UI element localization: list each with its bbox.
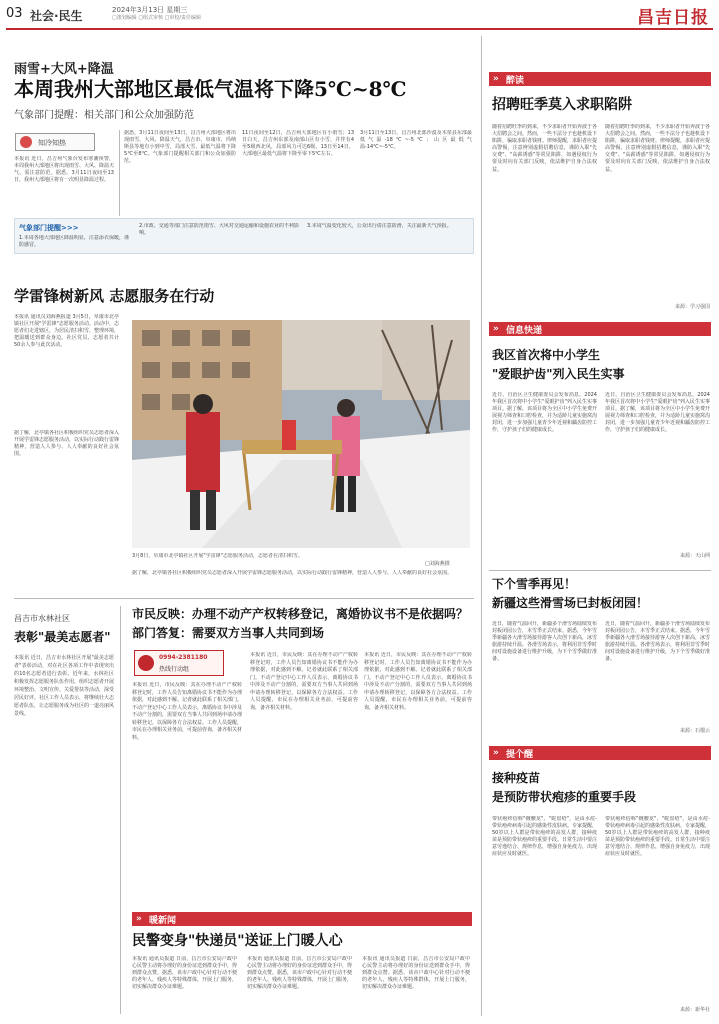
tip-box — [14, 218, 474, 254]
info-section-bar — [489, 322, 711, 336]
remind-section-label: 提个醒 — [506, 750, 534, 760]
volunteer-body: 本报讯 通讯员刘海燕报道 3月5日，阜康市北亭镇社区开展"学雷锋"志愿服务活动。活动中，志愿者们走进辖区，为居民清扫积雪、整理环境，把温暖送到群众身边。社区党员、志愿者共计50余人参与此次活动。 — [14, 314, 119, 349]
lead-body-col2: 11日夜间至12日，昌吉州大部地区有小雨雪；13日白天，昌吉州东部及南部山区有小雪，并伴有4至5级西北风，局部风力可达6级。13日至14日，大部地区最低气温将下降至零下5℃左右。 — [242, 130, 354, 158]
snow-headline: 下个雪季再见！ — [492, 577, 577, 591]
warm-headline: 民警变身"快递员"送证上门暖人心 — [132, 933, 343, 949]
hotline-label: 热线行动组 — [159, 666, 190, 673]
community-place: 昌吉市水林社区 — [14, 614, 70, 623]
tip-text-1: 1.本周各地大部地区降温明显，注意添衣保暖，谨防感冒。 — [19, 235, 129, 249]
lead-body-col3: 3月11日至13日，昌吉州北部沙漠及木垒县东部最低气温-18℃~-5℃；山区最低气温-14℃~-5℃。 — [360, 130, 472, 151]
law-source: 来源：天山网 — [679, 553, 710, 559]
warm-body-2: 本报讯 通讯员报道 日前，昌吉市公安局户政中心民警主动将办理好的身份证送到群众手中，得到群众点赞。据悉，该市户政中心针对行动不便的老年人、残疾人等特殊群体，开展上门服务，切实解决群众办证难题。 — [247, 956, 352, 991]
hotline-badge — [134, 650, 224, 676]
jobs-section-bar — [489, 72, 711, 86]
jobs-body-1: 随着招聘旺季的到来，不少求职者开始奔波于各大招聘会之间。然而，一些不法分子也趁机设下陷阱，骗取求职者钱财。律师提醒，求职者应提高警惕，注意辨别虚假招聘信息，谨防入职"先交费"、"高薪诱惑"等常见陷阱，如遇侵权行为要及时向有关部门反映，依法维护自身合法权益。 — [492, 124, 597, 173]
warm-body-3: 本报讯 通讯员报道 日前，昌吉市公安局户政中心民警主动将办理好的身份证送到群众手中，得到群众点赞。据悉，该市户政中心针对行动不便的老年人、残疾人等特殊群体，开展上门服务，切实解决群众办证难题。 — [362, 956, 470, 991]
jobs-source: 来源：学习强国 — [674, 304, 710, 310]
newspaper-logo: 昌吉日报 — [637, 8, 709, 28]
photo-credit: □刘海燕摄 — [425, 561, 450, 567]
lead-kicker: 雨雪+大风+降温 — [14, 62, 114, 77]
warm-section-label: 暖新闻 — [149, 916, 177, 926]
vaccine-body-1: 带状疱疹俗称"缠腰龙"、"蛇盘疮"，是由水痘-带状疱疹病毒引起的感染性皮肤病。专家提醒，50岁以上人群是带状疱疹的高发人群，接种疫苗是预防带状疱疹的重要手段。日常生活中要注意劳逸结合、规律作息，增强自身免疫力，出现症状应及时就医。 — [492, 816, 597, 858]
vaccine-body-2: 带状疱疹俗称"缠腰龙"、"蛇盘疮"，是由水痘-带状疱疹病毒引起的感染性皮肤病。专家提醒，50岁以上人群是带状疱疹的高发人群，接种疫苗是预防带状疱疹的重要手段。日常生活中要注意劳逸结合、规律作息，增强自身免疫力，出现症状应及时就医。 — [605, 816, 710, 858]
header-rule — [6, 28, 713, 30]
chevron-right-icon: » — [493, 748, 499, 758]
lead-subhead: 气象部门提醒：相关部门和公众加强防范 — [14, 110, 194, 121]
vaccine-headline-2: 是预防带状疱疹的重要手段 — [492, 790, 637, 804]
reporter-badge — [15, 133, 95, 151]
info-section-label: 信息快递 — [506, 326, 543, 336]
jobs-headline: 招聘旺季莫入求职陷阱 — [492, 97, 632, 113]
chevron-right-icon: » — [493, 324, 499, 334]
law-headline-2: "爱眼护齿"列入民生实事 — [492, 367, 625, 381]
hotline-headline: 市民反映：办理不动产产权转移登记，离婚协议书不是依据吗？ — [132, 607, 469, 621]
community-body: 本报讯 近日，昌吉市水林社区开展"最美志愿者"表彰活动，对在社区各项工作中表现突出的10名志愿者进行表彰。近年来，水林社区积极发挥志愿服务队伍作用，组织志愿者开展环境整治、文明宣传、关爱帮扶等活动，深受居民好评。社区工作人员表示，将继续壮大志愿者队伍，让志愿服务成为社区的一道亮丽风景线。 — [14, 655, 114, 717]
jobs-body-2: 随着招聘旺季的到来，不少求职者开始奔波于各大招聘会之间。然而，一些不法分子也趁机设下陷阱，骗取求职者钱财。律师提醒，求职者应提高警惕，注意辨别虚假招聘信息，谨防入职"先交费"、"高薪诱惑"等常见陷阱，如遇侵权行为要及时向有关部门反映，依法维护自身合法权益。 — [605, 124, 710, 173]
section-name: 社会·民生 — [30, 9, 83, 23]
tip-label: 气象部门提醒>>> — [19, 224, 79, 232]
hotline-body-1: 本报讯 近日，市民反映：其在办理不动产产权转移登记时，工作人员告知离婚协议书不能作为办理依据，对此感到不解。记者就此联系了相关部门。不动产登记中心工作人员表示，离婚协议书中涉及不动产分割的，需要双方当事人共同到场申请办理转移登记，以保障各方合法权益。工作人员提醒，市民在办理相关业务前，可提前咨询，备齐相关材料。 — [132, 682, 242, 741]
law-body-2: 近日，自治区卫生健康委员会发布消息，2024年我区首次将中小学生"爱眼护齿"列入民生实事项目。据了解，该项目将为全区中小学生免费开展视力筛查和口腔检查，并为适龄儿童实施窝沟封闭，进一步加强儿童青少年近视和龋齿防控工作，守护孩子们的健康成长。 — [605, 392, 710, 434]
lead-body-col1: 据悉，3月11日夜间至13日，昌吉州大部地区将出现雨雪、大风、降温天气，昌吉市、阜康市、玛纳斯县等地有小到中雪，局部大雪，最低气温将下降5℃至8℃。气象部门提醒相关部门和公众加强防范。 — [124, 130, 236, 165]
reporter-label: 知冷知热 — [38, 139, 66, 147]
volunteer-headline: 学雷锋树新风 志愿服务在行动 — [14, 287, 215, 305]
tip-text-2: 2.市政、交通等部门注意防范雨雪、大风对交通运输和设施农业的不利影响。 — [139, 223, 299, 237]
thermometer-icon — [20, 136, 32, 148]
col-divider — [119, 130, 120, 216]
jobs-section-label: 醉读 — [506, 76, 525, 86]
hotline-number: 0994-2381180 — [159, 654, 208, 661]
warm-body-1: 本报讯 通讯员报道 日前，昌吉市公安局户政中心民警主动将办理好的身份证送到群众手中，得到群众点赞。据悉，该市户政中心针对行动不便的老年人、残疾人等特殊群体，开展上门服务，切实解决群众办证难题。 — [132, 956, 237, 991]
col-divider — [120, 606, 121, 1014]
volunteer-body-2: 据了解，北亭镇各社区积极组织党员志愿者深入开展学雷锋志愿服务活动，以实际行动践行雷锋精神，营造人人参与、人人奉献的良好社会氛围。 — [14, 430, 119, 458]
vaccine-source: 来源：新华社 — [679, 1007, 710, 1013]
community-headline: 表彰"最美志愿者" — [14, 630, 111, 644]
chevron-right-icon: » — [136, 914, 142, 924]
lead-body-left: 本报讯 近日，昌吉州气象台发布寒潮预警，本周我州大部地区将出现雨雪、大风、降温天气，需注意防范。据悉，3月11日夜间至13日，我州大部地区将有一次明显降温过程。 — [14, 156, 114, 184]
law-body-1: 近日，自治区卫生健康委员会发布消息，2024年我区首次将中小学生"爱眼护齿"列入民生实事项目。据了解，该项目将为全区中小学生免费开展视力筛查和口腔检查，并为适龄儿童实施窝沟封闭，进一步加强儿童青少年近视和龋齿防控工作，守护孩子们的健康成长。 — [492, 392, 597, 434]
right-col-divider — [481, 36, 482, 1016]
section-divider — [14, 598, 474, 599]
date-line: 2024年3月13日 星期三 — [112, 6, 188, 14]
volunteer-photo — [132, 320, 470, 548]
tip-text-3: 3.本周气温变化较大，公众出行请注意防滑，关注最新天气预报。 — [307, 223, 452, 229]
phone-icon — [138, 655, 154, 671]
volunteer-body-cont: 据了解，北亭镇各社区积极组织党员志愿者深入开展学雷锋志愿服务活动，以实际行动践行雷锋精神，营造人人参与、人人奉献的良好社会氛围。 — [132, 570, 453, 576]
volunteer-scene — [132, 320, 470, 548]
photo-caption: 3月8日，阜康市北亭镇社区开展"学雷锋"志愿服务活动，志愿者在清扫积雪。 — [132, 553, 303, 559]
lead-headline: 本周我州大部地区最低气温将下降5℃~8℃ — [14, 77, 407, 101]
snow-body-2: 近日，随着气温回升，新疆多个滑雪场陆续发布封板闭园公告，本雪季正式结束。据悉，今年雪季新疆各大滑雪场接待游客人次创下新高，冰雪旅游持续升温。各滑雪场表示，将利用非雪季时间对设施设备进行维护升级，为下个雪季做好准备。 — [605, 621, 710, 663]
warm-section-bar — [132, 912, 472, 926]
section-divider — [489, 570, 711, 571]
editor-line: □策划编辑 □组式审核 □审校/责任编辑 — [112, 15, 202, 21]
snow-body-1: 近日，随着气温回升，新疆多个滑雪场陆续发布封板闭园公告，本雪季正式结束。据悉，今年雪季新疆各大滑雪场接待游客人次创下新高，冰雪旅游持续升温。各滑雪场表示，将利用非雪季时间对设施设备进行维护升级，为下个雪季做好准备。 — [492, 621, 597, 663]
law-headline: 我区首次将中小学生 — [492, 348, 601, 362]
hotline-body-3: 本报讯 近日，市民反映：其在办理不动产产权转移登记时，工作人员告知离婚协议书不能作为办理依据，对此感到不解。记者就此联系了相关部门。不动产登记中心工作人员表示，离婚协议书中涉及不动产分割的，需要双方当事人共同到场申请办理转移登记，以保障各方合法权益。工作人员提醒，市民在办理相关业务前，可提前咨询，备齐相关材料。 — [364, 652, 472, 711]
snow-source: 来源：石榴云 — [679, 728, 710, 734]
page-number: 03 — [6, 6, 23, 21]
snow-headline-2: 新疆这些滑雪场已封板闭园！ — [492, 596, 649, 610]
hotline-subhead: 部门答复：需要双方当事人共同到场 — [132, 626, 325, 640]
vaccine-headline: 接种疫苗 — [492, 771, 541, 785]
hotline-body-2: 本报讯 近日，市民反映：其在办理不动产产权转移登记时，工作人员告知离婚协议书不能作为办理依据，对此感到不解。记者就此联系了相关部门。不动产登记中心工作人员表示，离婚协议书中涉及不动产分割的，需要双方当事人共同到场申请办理转移登记，以保障各方合法权益。工作人员提醒，市民在办理相关业务前，可提前咨询，备齐相关材料。 — [250, 652, 358, 711]
remind-section-bar — [489, 746, 711, 760]
chevron-right-icon: » — [493, 74, 499, 84]
